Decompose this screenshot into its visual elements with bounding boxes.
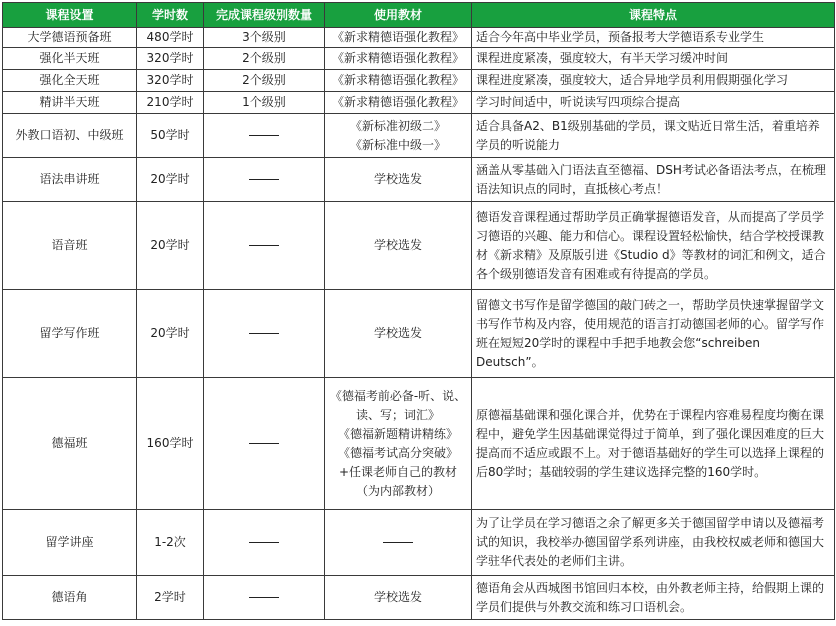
course-levels — [204, 290, 325, 378]
course-materials — [325, 158, 472, 202]
course-levels — [204, 378, 325, 510]
table-row — [3, 92, 835, 114]
course-name: 德语角 — [3, 576, 137, 620]
course-levels — [204, 158, 325, 202]
header-levels: 完成课程级别数量 — [204, 3, 325, 28]
course-features: 原德福基础课和强化课合并，优势在于课程内容难易程度均衡在课程中，避免学生因基础课觉得过于简单，到了强化课因难度的巨大提高而不适应或跟不上。对于德语基础好的学生可以选择上课程的后80学时；基础较弱的学生建议选择完整的160学时。 — [472, 378, 835, 510]
material-item: 《新求精德语强化教程》 — [331, 95, 464, 109]
material-item: 《新求精德语强化教程》 — [331, 30, 464, 44]
course-name: 语法串讲班 — [3, 158, 137, 202]
course-hours: 20学时 — [137, 290, 204, 378]
table-row — [3, 290, 835, 378]
header-hours: 学时数 — [137, 3, 204, 28]
course-levels: 1个级别 — [204, 92, 325, 114]
header-features: 课程特点 — [472, 3, 835, 28]
course-levels — [204, 510, 325, 576]
course-levels: 2个级别 — [204, 48, 325, 70]
header-materials: 使用教材 — [325, 3, 472, 28]
course-hours: 50学时 — [137, 114, 204, 158]
dash-line — [249, 542, 279, 543]
material-item: 《新标准中级一》 — [349, 137, 446, 152]
dash-line — [249, 443, 279, 444]
course-name: 留学写作班 — [3, 290, 137, 378]
course-materials — [325, 28, 472, 48]
course-hours: 210学时 — [137, 92, 204, 114]
table-row — [3, 114, 835, 158]
course-materials — [325, 114, 472, 158]
header-course: 课程设置 — [3, 3, 137, 28]
dash-line — [249, 245, 279, 246]
course-hours: 20学时 — [137, 158, 204, 202]
course-hours: 320学时 — [137, 70, 204, 92]
course-name: 强化半天班 — [3, 48, 137, 70]
course-name: 语音班 — [3, 202, 137, 290]
dash-line — [249, 597, 279, 598]
material-item: 学校选发 — [373, 238, 422, 252]
course-levels — [204, 114, 325, 158]
material-item: 《新求精德语强化教程》 — [331, 51, 464, 65]
course-hours: 480学时 — [137, 28, 204, 48]
course-table — [2, 2, 835, 620]
course-hours: 1-2次 — [137, 510, 204, 576]
course-name: 德福班 — [3, 378, 137, 510]
table-row — [3, 70, 835, 92]
course-hours: 2学时 — [137, 576, 204, 620]
course-materials — [325, 70, 472, 92]
material-item: 《德福考前必备-听、说、读、写；词汇》 — [329, 388, 467, 422]
course-levels: 3个级别 — [204, 28, 325, 48]
course-materials — [325, 48, 472, 70]
course-hours: 320学时 — [137, 48, 204, 70]
course-features: 留德文书写作是留学德国的敲门砖之一，帮助学员快速掌握留学文书写作节构及内容，使用规范的语言打动德国老师的心。留学写作班在短短20学时的课程中手把手地教会您“schreiben Deutsch”。 — [472, 290, 835, 378]
table-row — [3, 510, 835, 576]
material-item: 《新标准初级二》 — [349, 118, 446, 133]
course-levels — [204, 576, 325, 620]
course-features: 德语发音课程通过帮助学员正确掌握德语发音，从而提高了学员学习德语的兴趣、能力和信心。课程设置轻松愉快，结合学校授课教材《新求精》及原版引进《Studio d》等教材的词汇和例文，适合各个级别德语发音有困难或有待提高的学员。 — [472, 202, 835, 290]
course-name: 强化全天班 — [3, 70, 137, 92]
course-features: 适合今年高中毕业学员，预备报考大学德语系专业学生 — [472, 28, 835, 48]
course-levels — [204, 202, 325, 290]
course-features: 德语角会从西城图书馆回归本校，由外教老师主持，给假期上课的学员们提供与外教交流和练习口语机会。 — [472, 576, 835, 620]
material-item: 《德福新题精讲精练》 — [337, 426, 458, 441]
course-materials — [325, 378, 472, 510]
course-materials — [325, 202, 472, 290]
material-item: 《德福考试高分突破》 — [337, 445, 458, 460]
table-row — [3, 158, 835, 202]
course-name: 精讲半天班 — [3, 92, 137, 114]
course-features: 为了让学员在学习德语之余了解更多关于德国留学申请以及德福考试的知识，我校举办德国留学系列讲座，由我校权威老师和德国大学驻华代表处的老师们主讲。 — [472, 510, 835, 576]
dash-line — [383, 542, 413, 543]
material-item: +任课老师自己的教材 — [338, 464, 458, 479]
course-name: 外教口语初、中级班 — [3, 114, 137, 158]
course-materials — [325, 576, 472, 620]
course-materials — [325, 290, 472, 378]
table-row — [3, 202, 835, 290]
course-features: 涵盖从零基础入门语法直至德福、DSH考试必备语法考点，在梳理语法知识点的同时，直抵核心考点！ — [472, 158, 835, 202]
course-hours: 20学时 — [137, 202, 204, 290]
table-row — [3, 28, 835, 48]
course-name: 大学德语预备班 — [3, 28, 137, 48]
dash-line — [249, 333, 279, 334]
course-name: 留学讲座 — [3, 510, 137, 576]
material-item: （为内部教材） — [355, 483, 440, 498]
dash-line — [249, 135, 279, 136]
header-row — [3, 3, 835, 28]
material-item: 《新求精德语强化教程》 — [331, 73, 464, 87]
table-row — [3, 48, 835, 70]
course-levels: 2个级别 — [204, 70, 325, 92]
dash-line — [249, 179, 279, 180]
course-materials — [325, 92, 472, 114]
course-features: 适合具备A2、B1级别基础的学员，课文贴近日常生活，着重培养学员的听说能力 — [472, 114, 835, 158]
table-row — [3, 378, 835, 510]
course-features: 课程进度紧凑，强度较大，有半天学习缓冲时间 — [472, 48, 835, 70]
course-features: 学习时间适中，听说读写四项综合提高 — [472, 92, 835, 114]
course-materials — [325, 510, 472, 576]
material-item: 学校选发 — [373, 172, 422, 186]
course-features: 课程进度紧凑，强度较大，适合异地学员利用假期强化学习 — [472, 70, 835, 92]
material-item: 学校选发 — [373, 326, 422, 340]
material-item: 学校选发 — [373, 590, 422, 604]
course-hours: 160学时 — [137, 378, 204, 510]
table-row — [3, 576, 835, 620]
